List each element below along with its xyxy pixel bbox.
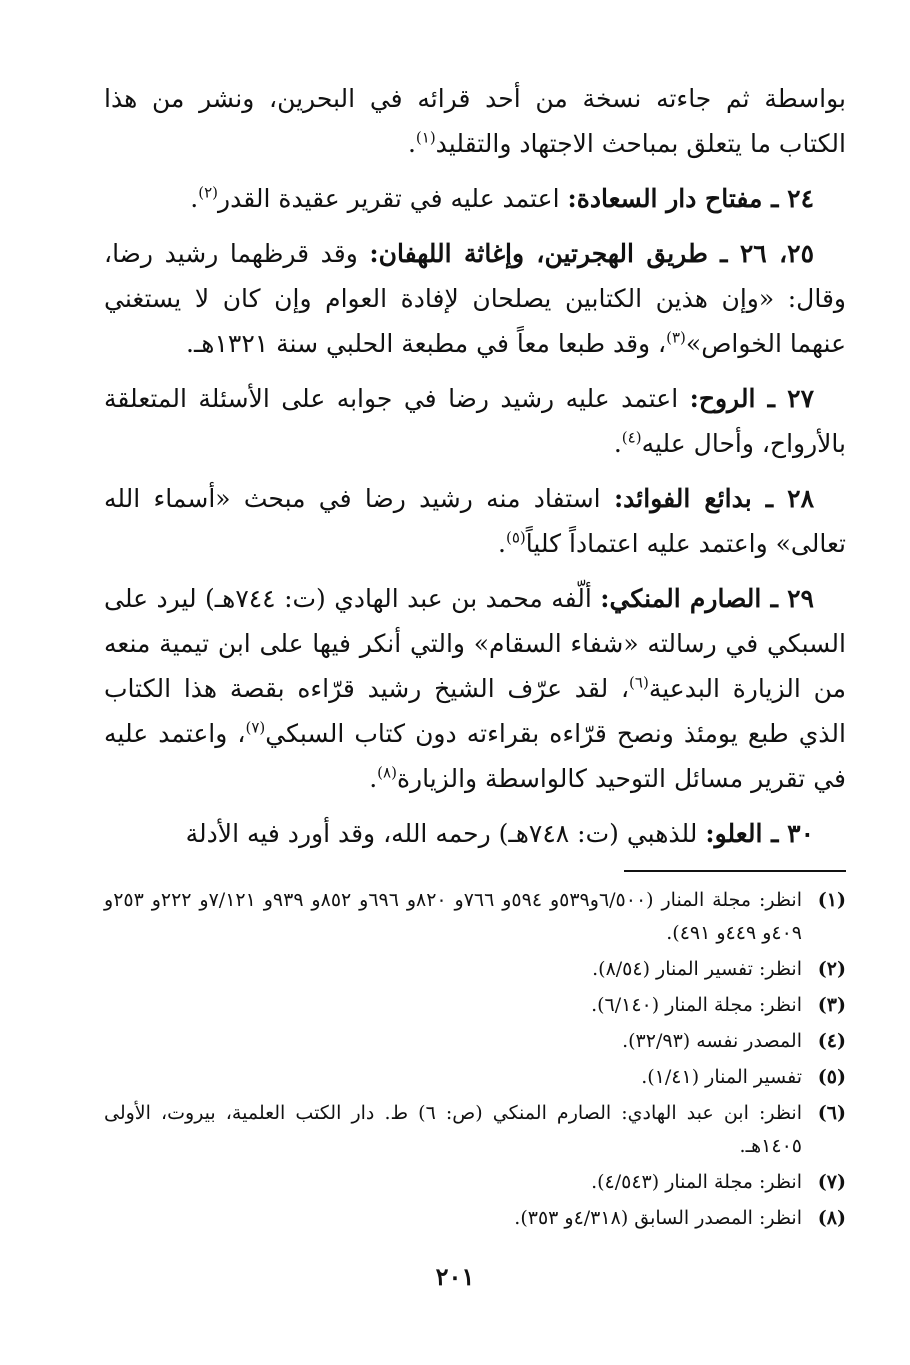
entry-28 [104,476,846,566]
entry-text: اعتمد عليه في تقرير عقيدة القدر [218,184,568,213]
footnote-item [104,1061,846,1094]
footnote-text: انظر: تفسير المنار (٨/٥٤). [592,958,802,980]
footnote-ref[interactable]: (٥) [505,528,526,547]
footnote-text: انظر: المصدر السابق (٤/٣١٨و ٣٥٣). [514,1207,802,1229]
entry-text: للذهبي (ت: ٧٤٨هـ) رحمه الله، وقد أورد فيه الأدلة [185,819,706,848]
footnote-text: انظر: مجلة المنار (٦/١٤٠). [591,994,802,1016]
entry-end: . [190,184,199,213]
footnote-number: (٦) [817,1102,846,1124]
footnote-number: (٥) [817,1066,846,1088]
footnote-number: (٤) [817,1030,846,1052]
entry-title: ٢٩ ـ الصارم المنكي: [600,584,814,613]
paragraph-text: بواسطة ثم جاءته نسخة من أحد قرائه في البحرين، ونشر من هذا الكتاب ما يتعلق بمباحث الاجتهاد والتقليد [104,84,846,158]
entry-title: ٣٠ ـ العلو: [705,819,814,848]
entry-title: ٢٧ ـ الروح: [689,384,814,413]
entry-text: استفاد منه رشيد رضا في مبحث «أسماء الله تعالى» واعتمد عليه اعتماداً كلياً [104,484,846,558]
footnote-number: (١) [817,889,846,911]
entry-29 [104,576,846,801]
page-number: ٢٠١ [435,1262,475,1291]
entry-text: اعتمد عليه رشيد رضا في جوابه على الأسئلة المتعلقة بالأرواح، وأحال عليه [104,384,846,458]
entry-30 [104,811,846,856]
footnote-divider [624,870,846,872]
entry-text-3: ، واعتمد عليه في تقرير مسائل التوحيد كالواسطة والزيارة [104,719,846,793]
footnote-ref[interactable]: (٦) [629,673,649,692]
entry-end: . [613,429,622,458]
entry-27 [104,376,846,466]
entry-end: . [498,529,506,558]
footnote-ref[interactable]: (٧) [245,718,266,737]
footnotes [104,884,846,1238]
entry-text-2: ، لقد عرّف الشيخ رشيد قرّاءه بقصة هذا الكتاب الذي طبع يومئذ ونصح قرّاءه بقراءته دون كتاب السبكي [104,674,846,748]
entry-title: ٢٨ ـ بدائع الفوائد: [613,484,814,513]
entry-25-26 [104,231,846,366]
footnote-text: انظر: مجلة المنار (٤/٥٤٣). [591,1171,802,1193]
footnote-ref[interactable]: (١) [415,128,436,147]
footnote-ref[interactable]: (٣) [666,328,686,347]
entry-text: ألّفه محمد بن عبد الهادي (ت: ٧٤٤هـ) ليرد على السبكي في رسالته «شفاء السقام» والتي أنكر فيها على ابن تيمية منعه من الزيارة البدعية [104,584,846,703]
footnote-text: انظر: مجلة المنار (٦/٥٠٠و٥٣٩و ٥٩٤و ٧٦٦و ٨٢٠و ٦٩٦و ٨٥٢و ٩٣٩و ٧/١٢١و ٢٢٢و ٢٥٣و ٤٠٩و ٤٤٩و ٤٩١). [104,889,802,944]
entry-end: . [369,764,378,793]
entry-title: ٢٤ ـ مفتاح دار السعادة: [567,184,814,213]
entry-title: ٢٥، ٢٦ ـ طريق الهجرتين، وإغاثة اللهفان: [369,239,814,268]
footnote-item [104,1097,846,1163]
footnote-item [104,1202,846,1235]
footnote-number: (٣) [817,994,846,1016]
footnote-item [104,989,846,1022]
footnote-text: المصدر نفسه (٣٢/٩٣). [622,1030,802,1052]
footnote-number: (٧) [817,1171,846,1193]
paragraph-continuation [104,76,846,166]
footnote-number: (٨) [817,1207,846,1229]
footnote-ref[interactable]: (٤) [621,428,642,447]
paragraph-end: . [407,129,416,158]
footnote-item [104,1166,846,1199]
footnote-item [104,1025,846,1058]
footnote-text: انظر: ابن عبد الهادي: الصارم المنكي (ص: ٦) ط. دار الكتب العلمية، بيروت، الأولى ١٤٠٥هـ. [104,1102,802,1157]
footnote-ref[interactable]: (٨) [377,763,397,782]
main-text [104,76,846,866]
footnote-number: (٢) [817,958,846,980]
footnote-ref[interactable]: (٢) [198,183,219,202]
footnote-item [104,953,846,986]
entry-24 [104,176,846,221]
entry-end: ، وقد طبعا معاً في مطبعة الحلبي سنة ١٣٢١هـ. [186,329,667,358]
entry-text: وقد قرظهما رشيد رضا، وقال: «وإن هذين الكتابين يصلحان لإفادة العوام وإن كان لا يستغني عنهما الخواص» [104,239,846,358]
footnote-text: تفسير المنار (١/٤١). [641,1066,802,1088]
footnote-item [104,884,846,950]
